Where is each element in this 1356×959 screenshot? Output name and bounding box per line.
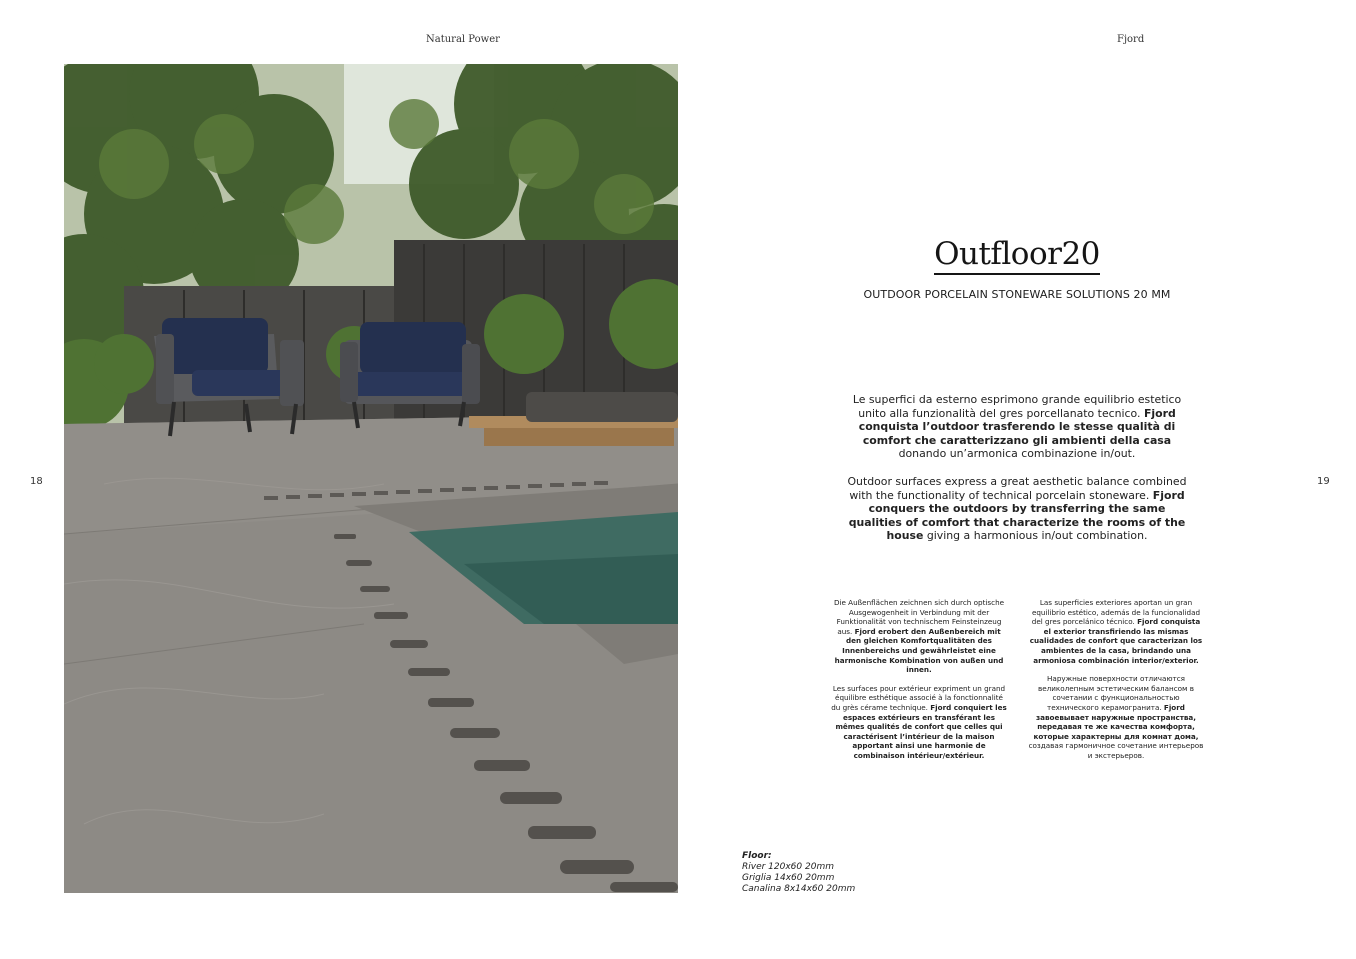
caption-line: Griglia 14x60 20mm [742,873,835,883]
translations-column-right [1028,598,1204,770]
running-title-right: Fjord [1117,34,1145,45]
description-german: Die Außenflächen zeichnen sich durch optische Ausgewogenheit in Verbindung mit der Funktionalität von technischem Feinsteinzeug aus. Fjord erobert den Außenbereich mit den gleichen Komfortqualitäten des Innenbereichs und gewährleistet eine harmonische Kombination von außen und innen. [833,598,1005,675]
description-english: Outdoor surfaces express a great aesthetic balance combined with the functionality of technical porcelain stoneware. Fjord conquers the outdoors by transferring the same qualities of comfort that characterize the rooms of the house giving a harmonious in/out combination. [847,475,1187,543]
page-number-left: 18 [30,476,43,487]
caption-line: River 120x60 20mm [742,862,834,872]
product-title: Outfloor20 [880,236,1154,272]
running-title-left: Natural Power [426,34,500,45]
description-french: Les surfaces pour extérieur expriment un grand équilibre esthétique associé à la fonctionnalité du grès cérame technique. Fjord conquiert les espaces extérieurs en transférant les mêmes qualités de confort que celles qui caractérisent l’intérieur de la maison apportant ainsi une harmonie de combinaison intérieur/extérieur. [831,683,1007,760]
description-spanish: Las superficies exteriores aportan un gran equilibrio estético, además de la funcionalidad del gres porcelánico técnico. Fjord conquista el exterior transfiriendo las mismas cualidades de confort que caracterizan los ambientes de la casa, brindando una armoniosa combinación interior/exterior. [1029,598,1203,665]
outdoor-patio-photo [64,64,678,893]
caption-line: Canalina 8x14x60 20mm [742,884,856,894]
translations-column-left [831,598,1007,770]
product-subtitle: OUTDOOR PORCELAIN STONEWARE SOLUTIONS 20 MM [863,288,1171,301]
description-italian: Le superfici da esterno esprimono grande equilibrio estetico unito alla funzionalità del gres porcellanato tecnico. Fjord conquista l’outdoor trasferendo le stesse qualità di comfort che caratterizzano gli ambienti della casa donando un’armonica combinazione in/out. [852,393,1182,461]
page-number-right: 19 [1317,476,1330,487]
description-russian: Наружные поверхности отличаются великолепным эстетическим балансом в сочетании с функциональностью технического керамогранита. Fjord завоевывает наружные пространства, передавая те же качества комфорта, которые характерны для комнат дома, создавая гармоничное сочетание интерьеров и экстерьеров. [1028,674,1204,760]
floor-caption [742,851,855,895]
caption-label: Floor: [742,851,772,861]
